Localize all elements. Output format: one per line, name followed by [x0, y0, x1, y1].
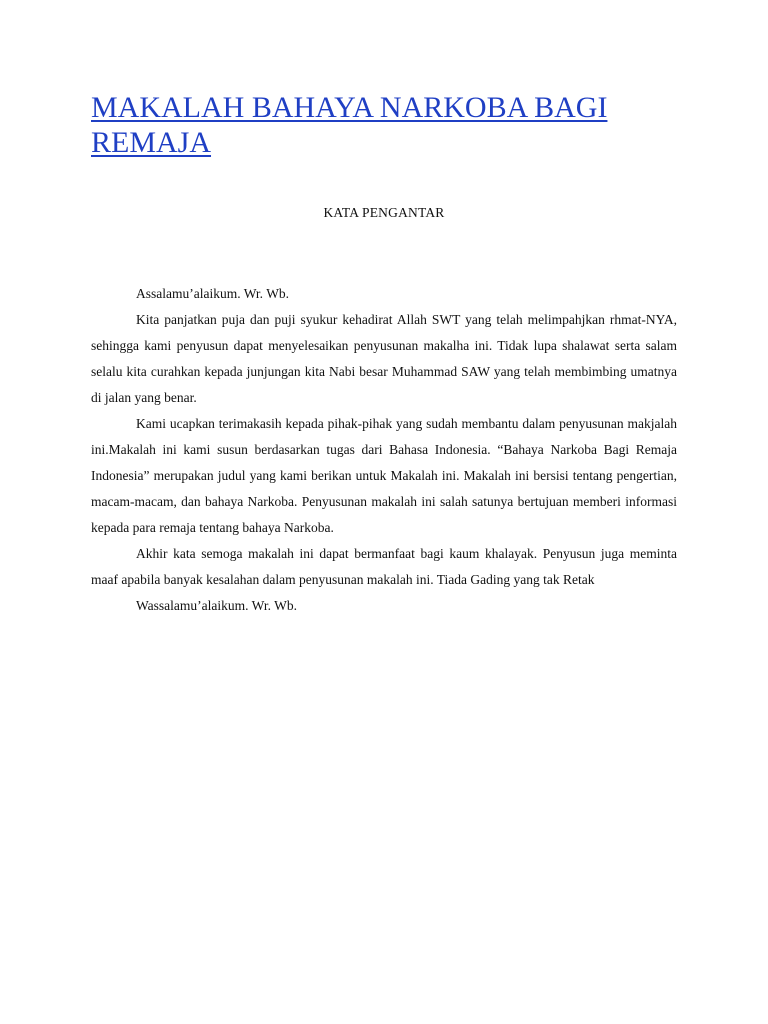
body-paragraph: Kita panjatkan puja dan puji syukur kehadirat Allah SWT yang telah melimpahjkan rhmat-NYA, sehingga kami penyusun dapat menyelesaikan penyusunan makalha ini. Tidak lupa shalawat serta salam selalu kita curahkan kepada junjungan kita Nabi besar Muhammad SAW yang telah membimbing umatnya di jalan yang benar. — [91, 312, 677, 405]
document-body — [91, 281, 677, 619]
greeting-paragraph: Assalamu’alaikum. Wr. Wb. — [136, 286, 290, 301]
closing-paragraph: Wassalamu’alaikum. Wr. Wb. — [136, 598, 297, 613]
body-paragraph: Akhir kata semoga makalah ini dapat bermanfaat bagi kaum khalayak. Penyusun juga meminta maaf apabila banyak kesalahan dalam penyusunan makalah ini. Tiada Gading yang tak Retak — [91, 546, 677, 587]
body-paragraph: Kami ucapkan terimakasih kepada pihak-pihak yang sudah membantu dalam penyusunan makjalah ini.Makalah ini kami susun berdasarkan tugas dari Bahasa Indonesia. “Bahaya Narkoba Bagi Remaja Indonesia” merupakan judul yang kami berikan untuk Makalah ini. Makalah ini bersisi tentang pengertian, macam-macam, dan bahaya Narkoba. Penyusunan makalah ini salah satunya bertujuan memberi informasi kepada para remaja tentang bahaya Narkoba. — [91, 416, 677, 535]
section-heading: KATA PENGANTAR — [323, 205, 445, 220]
document-title: MAKALAH BAHAYA NARKOBA BAGI REMAJA — [91, 91, 608, 159]
